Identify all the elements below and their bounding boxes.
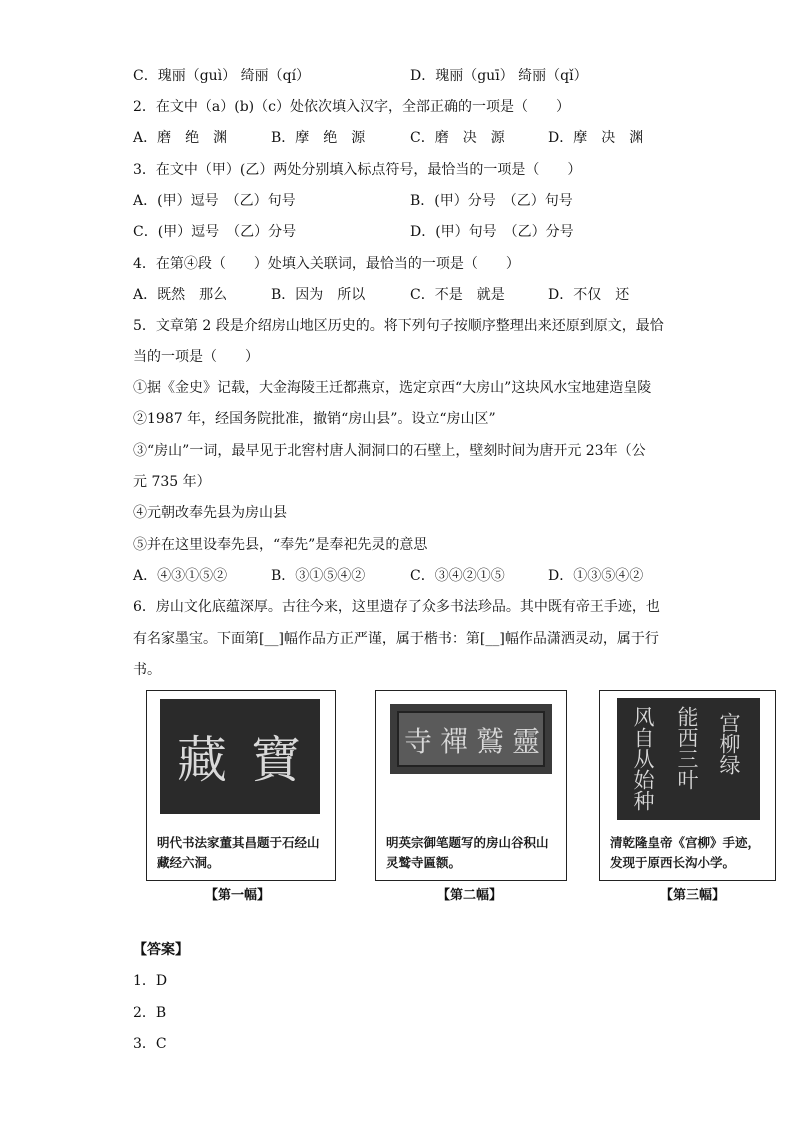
- figure-2-plaque: [390, 704, 552, 774]
- q6-stem-line1: 6．房山文化底蕴深厚。古往今来，这里遗存了众多书法珍品。其中既有帝王手迹，也: [133, 599, 660, 615]
- q5-option-d: D．①③⑤④②: [548, 568, 644, 584]
- figure-3-frame: [599, 690, 776, 881]
- q4-option-b: B．因为 所以: [271, 287, 366, 303]
- q5-sentence-3-line1: ③“房山”一词，最早见于北窖村唐人洞洞口的石壁上，壁刻时间为唐开元 23年（公: [133, 443, 646, 459]
- figure-2-char-4: 靈: [511, 725, 541, 758]
- figure-2-char-1: 寺: [403, 725, 433, 758]
- figure-3-label: 【第三幅】: [660, 888, 726, 903]
- answer-2: 2．B: [133, 1005, 167, 1021]
- q5-option-a: A．④③①⑤②: [133, 568, 228, 584]
- answer-1: 1．D: [133, 973, 168, 989]
- figure-3-caption: 清乾隆皇帝《宫柳》手迹，发现于原西长沟小学。: [610, 835, 761, 870]
- q6-stem-line2: 有名家墨宝。下面第[__]幅作品方正严谨，属于楷书：第[__]幅作品潇洒灵动，属于行: [133, 631, 659, 647]
- q5-sentence-1: ①据《金史》记载，大金海陵王迁都燕京，选定京西“大房山”这块风水宝地建造皇陵: [133, 380, 652, 396]
- figure-3-column-1: 宫柳绿: [717, 712, 741, 775]
- figure-2-char-2: 禪: [439, 725, 469, 758]
- q2-stem: 2．在文中（a）(b)（c）处依次填入汉字，全部正确的一项是（ ）: [133, 99, 570, 115]
- figure-1-calligraphy: [160, 699, 320, 814]
- q3-option-b: B．(甲）分号 （乙）句号: [410, 193, 573, 209]
- q2-option-a: A．磨 绝 渊: [133, 130, 228, 146]
- q4-option-a: A．既然 那么: [133, 287, 228, 303]
- q5-option-c: C．③④②①⑤: [410, 568, 505, 584]
- figure-3-calligraphy: [617, 698, 760, 820]
- q5-sentence-3-line2: 元 735 年）: [133, 474, 211, 490]
- q3-option-a: A．(甲）逗号 （乙）句号: [133, 193, 296, 209]
- q6-stem-line3: 书。: [133, 662, 161, 678]
- answer-3: 3．C: [133, 1036, 167, 1052]
- q1-option-c: C．瑰丽（guì） 绮丽（qí）: [133, 68, 311, 84]
- figure-1-caption: 明代书法家董其昌题于石经山藏经六洞。: [157, 835, 320, 870]
- figure-2-frame: [375, 690, 567, 881]
- figure-1-char-2: 寶: [251, 731, 301, 789]
- q5-stem-line1: 5．文章第 2 段是介绍房山地区历史的。将下列句子按顺序整理出来还原到原文，最恰: [133, 318, 664, 334]
- q2-option-c: C．磨 决 源: [410, 130, 505, 146]
- q3-option-d: D．(甲）句号 （乙）分号: [410, 224, 574, 240]
- q3-option-c: C．(甲）逗号 （乙）分号: [133, 224, 297, 240]
- figure-2-caption: 明英宗御笔题写的房山谷积山灵鹫寺匾额。: [386, 835, 549, 870]
- q4-stem: 4．在第④段（ ）处填入关联词，最恰当的一项是（ ）: [133, 256, 520, 272]
- figure-1-char-1: 藏: [177, 731, 227, 789]
- q4-option-d: D．不仅 还: [548, 287, 630, 303]
- q1-option-d: D．瑰丽（guī） 绮丽（qǐ）: [410, 68, 588, 84]
- figure-2-label: 【第二幅】: [437, 888, 503, 903]
- figure-1-frame: [146, 690, 336, 881]
- figure-3-column-3: 风自从始种: [631, 706, 655, 811]
- q3-stem: 3．在文中（甲）(乙）两处分别填入标点符号，最恰当的一项是（ ）: [133, 162, 582, 178]
- figure-2-char-3: 鷲: [475, 725, 505, 758]
- figure-1-label: 【第一幅】: [205, 888, 271, 903]
- q2-option-b: B．摩 绝 源: [271, 130, 366, 146]
- q5-sentence-4: ④元朝改奉先县为房山县: [133, 505, 287, 521]
- q5-stem-line2: 当的一项是（ ）: [133, 349, 259, 365]
- q5-sentence-2: ②1987 年，经国务院批准，撤销“房山县”。设立“房山区”: [133, 411, 496, 427]
- answers-heading: 【答案】: [133, 942, 189, 958]
- figure-3-column-2: 能西三叶: [675, 706, 699, 790]
- q2-option-d: D．摩 决 渊: [548, 130, 644, 146]
- q5-option-b: B．③①⑤④②: [271, 568, 366, 584]
- q5-sentence-5: ⑤并在这里设奉先县，“奉先”是奉祀先灵的意思: [133, 537, 428, 553]
- q4-option-c: C．不是 就是: [410, 287, 505, 303]
